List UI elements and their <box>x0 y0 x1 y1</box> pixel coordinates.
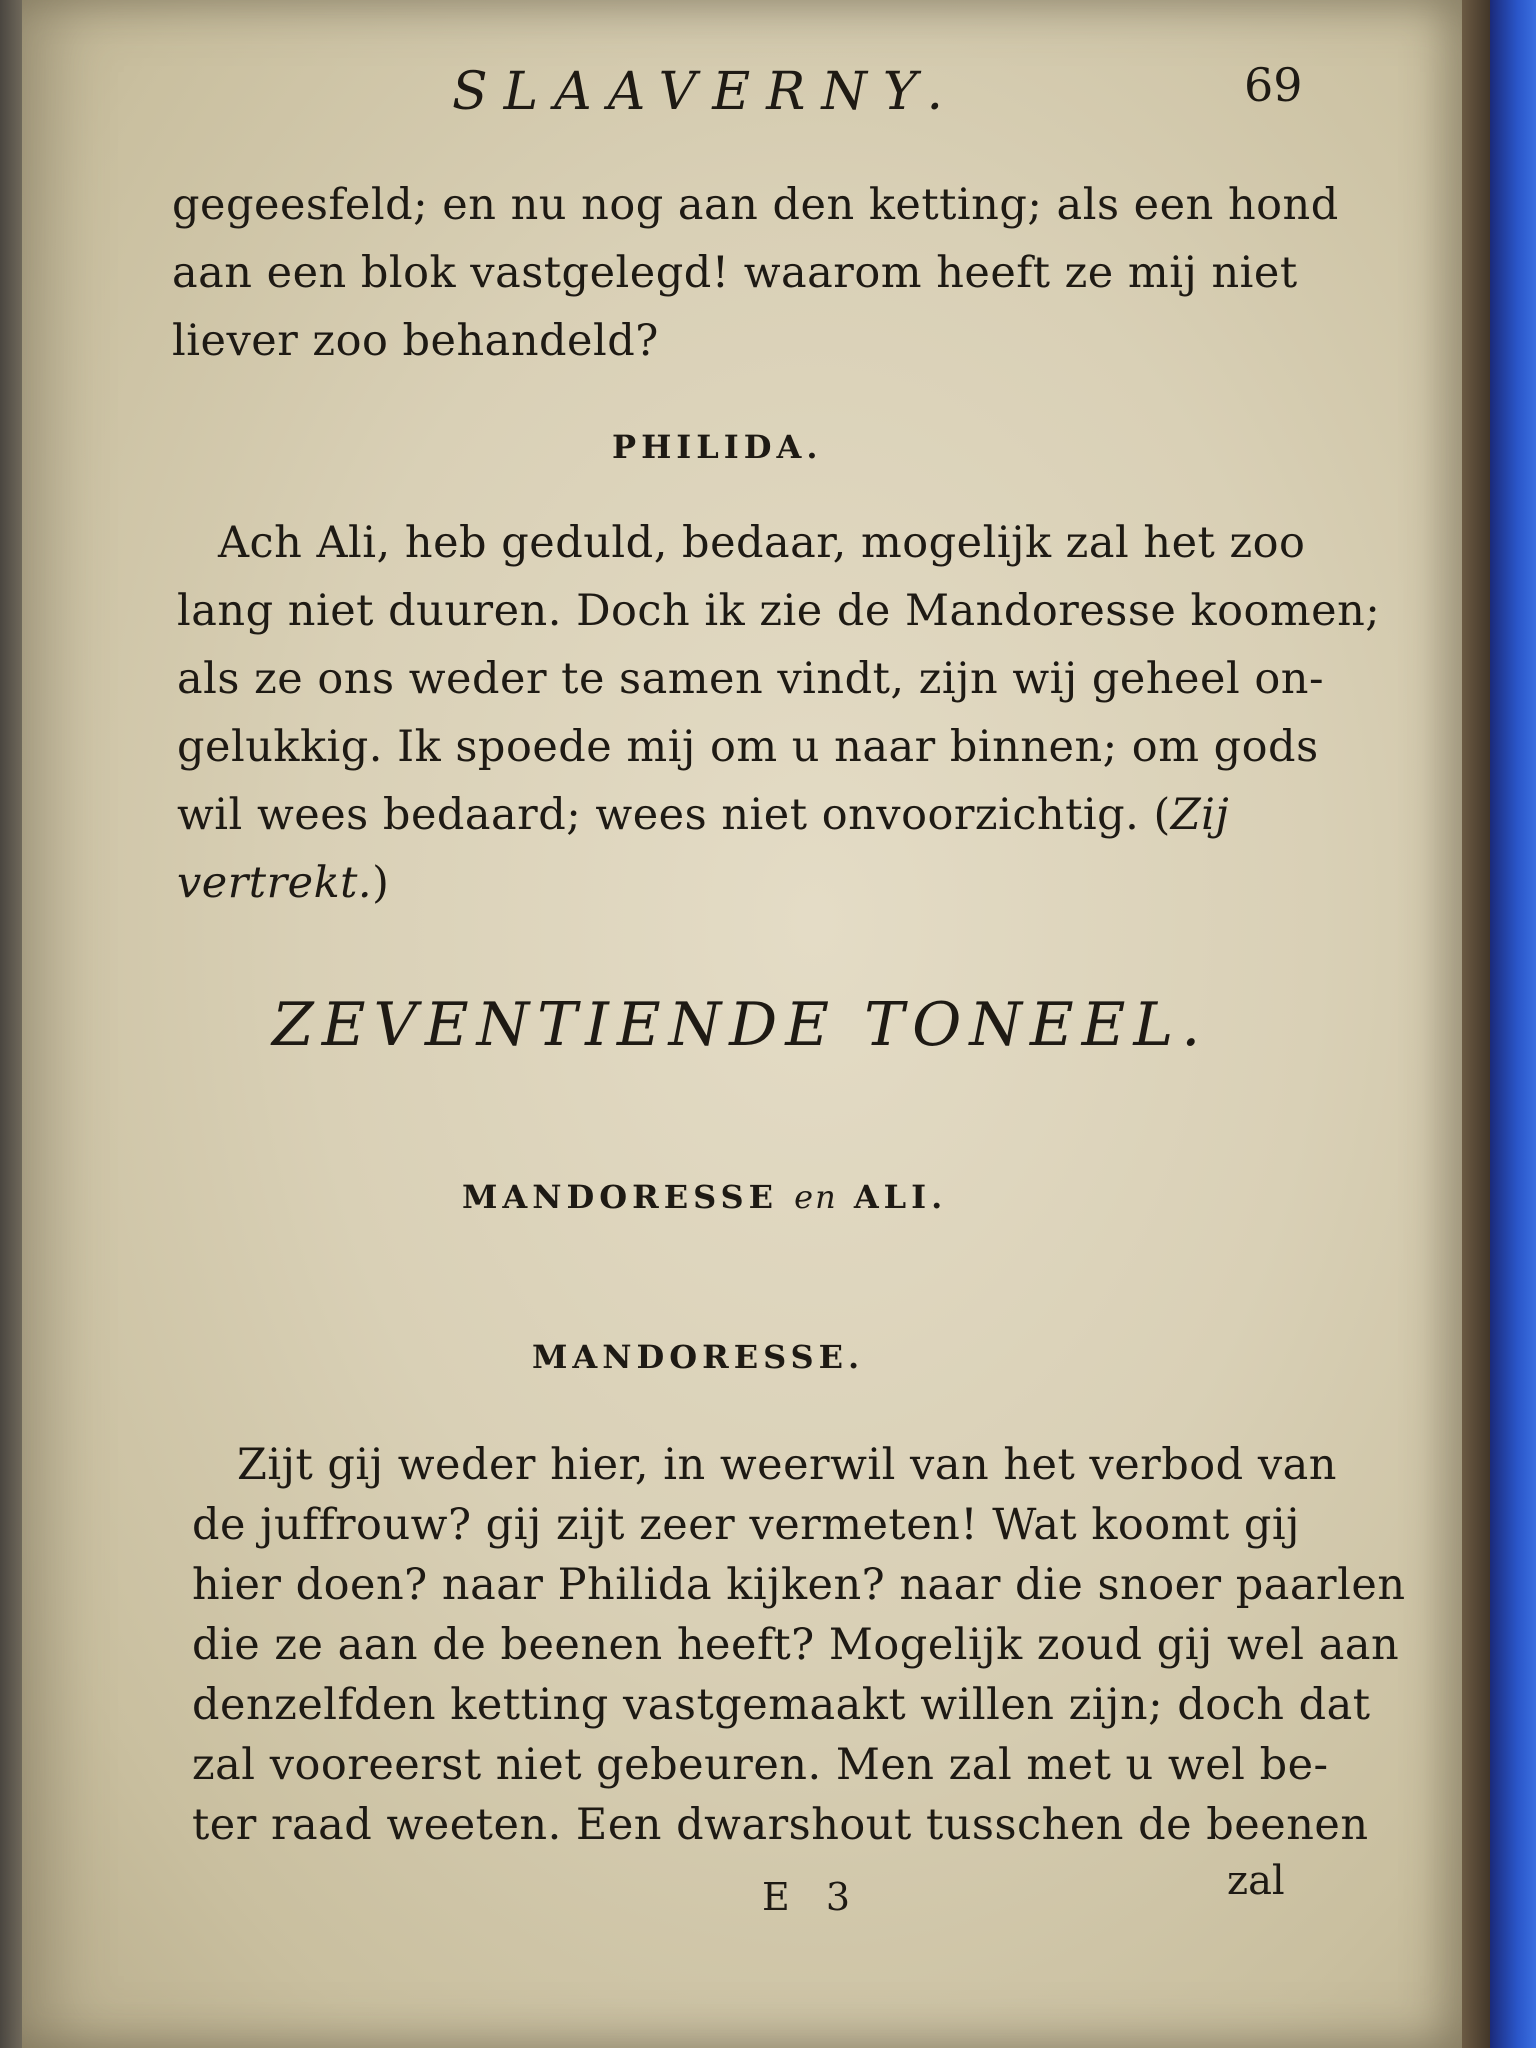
text-line: lang niet duuren. Doch ik zie de Mandoresse koomen; <box>177 586 1381 636</box>
text-line: die ze aan de beenen heeft? Mogelijk zoud gij wel aan <box>192 1620 1400 1670</box>
stage-direction: vertrekt. <box>177 858 373 908</box>
text-line: de juffrouw? gij zijt zeer vermeten! Wat koomt gij <box>192 1500 1300 1550</box>
stage-direction: Zij <box>1170 790 1230 840</box>
character-name: ALI. <box>853 1178 948 1216</box>
stage-direction-line <box>177 858 389 908</box>
character-name: MANDORESSE <box>462 1178 779 1216</box>
text-segment: wil wees bedaard; wees niet onvoorzichtig. ( <box>177 790 1171 840</box>
catchword: zal <box>1227 1858 1285 1904</box>
page-number: 69 <box>1244 58 1303 112</box>
closing-paren: ) <box>372 858 390 908</box>
text-line: hier doen? naar Philida kijken? naar die snoer paarlen <box>192 1560 1406 1610</box>
characters-line <box>462 1178 947 1216</box>
book-page <box>22 0 1462 2048</box>
text-line: gegeesfeld; en nu nog aan den ketting; als een hond <box>172 180 1339 230</box>
text-line: ter raad weeten. Een dwarshout tusschen de beenen <box>192 1800 1369 1850</box>
text-line: aan een blok vastgelegd! waarom heeft ze mij niet <box>172 248 1298 298</box>
text-line: zal vooreerst niet gebeuren. Men zal met u wel be- <box>192 1740 1329 1790</box>
running-title: SLAAVERNY. <box>452 62 959 122</box>
speaker-heading: PHILIDA. <box>612 428 823 466</box>
signature-mark: E 3 <box>762 1875 862 1919</box>
scene-heading: ZEVENTIENDE TONEEL. <box>272 990 1209 1060</box>
text-line: Zijt gij weder hier, in weerwil van het verbod van <box>237 1440 1337 1490</box>
text-line-with-stage-direction <box>177 790 1229 840</box>
text-line: denzelfden ketting vastgemaakt willen zijn; doch dat <box>192 1680 1371 1730</box>
text-line: Ach Ali, heb geduld, bedaar, mogelijk zal het zoo <box>218 518 1306 568</box>
text-line: als ze ons weder te samen vindt, zijn wij geheel on- <box>177 654 1324 704</box>
text-line: liever zoo behandeld? <box>172 316 659 366</box>
text-line: gelukkig. Ik spoede mij om u naar binnen; om gods <box>177 722 1319 772</box>
conjunction: en <box>794 1178 838 1216</box>
speaker-heading: MANDORESSE. <box>532 1338 865 1376</box>
background-edge <box>1490 0 1536 2048</box>
